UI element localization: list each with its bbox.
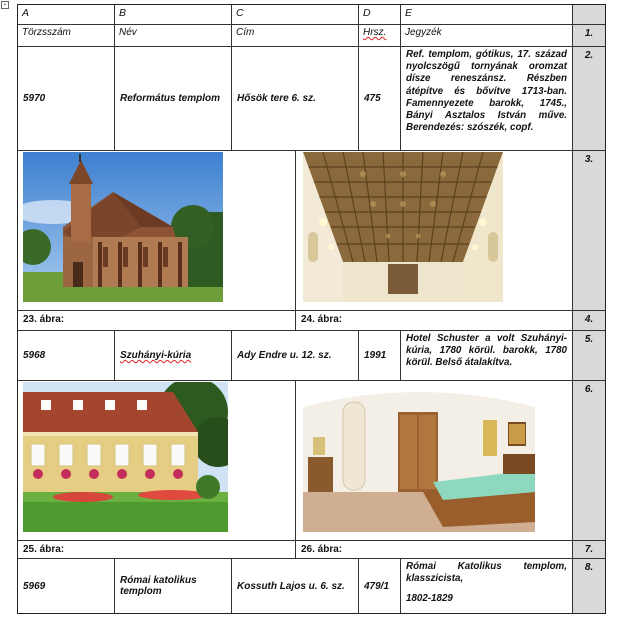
header-cim: Cím xyxy=(232,25,359,47)
column-letter-b: B xyxy=(115,5,232,25)
manor-exterior-photo xyxy=(23,382,228,532)
header-torzsszam: Törzsszám xyxy=(18,25,115,47)
entry-3-note-years: 1802-1829 xyxy=(406,593,453,605)
caption-25: 25. ábra: xyxy=(18,541,296,559)
row-number-header xyxy=(573,5,605,25)
row-number-4: 4. xyxy=(573,311,605,331)
church-exterior-photo xyxy=(23,152,223,302)
column-letter-c: C xyxy=(232,5,359,25)
column-letter-e: E xyxy=(401,5,573,25)
entry-3-note-cell xyxy=(401,559,573,613)
column-letter-d: D xyxy=(359,5,401,25)
caption-23: 23. ábra: xyxy=(18,311,296,331)
bedroom-interior-photo xyxy=(303,382,535,532)
header-nev: Név xyxy=(115,25,232,47)
caption-26: 26. ábra: xyxy=(296,541,573,559)
entry-1-note: Ref. templom, gótikus, 17. század nyolcszögű tornyának oromzat dísze reneszánsz. Részben átépítve és bővítve 1713-ban. Famennyezete barokk, 1745., Bányi Asztalos István műve. Berendezés: szószék, copf. xyxy=(401,47,573,151)
row-number-2: 2. xyxy=(573,47,605,151)
entry-3-address: Kossuth Lajos u. 6. sz. xyxy=(232,559,359,613)
entry-2-name xyxy=(115,331,232,381)
entry-2-id: 5968 xyxy=(18,331,115,381)
entry-3-note: Római Katolikus templom, klasszicista, xyxy=(406,561,567,585)
row-number-8: 8. xyxy=(573,559,605,613)
entry-1-hrsz: 475 xyxy=(359,47,401,151)
column-letter-a: A xyxy=(18,5,115,25)
header-hrsz xyxy=(359,25,401,47)
entry-1-id: 5970 xyxy=(18,47,115,151)
entry-2-note: Hotel Schuster a volt Szuhányi-kúria, 1780 körül. barokk, 1780 körül. Belső átalakítva. xyxy=(401,331,573,381)
entry-2-hrsz: 1991 xyxy=(359,331,401,381)
entry-1-address: Hősök tere 6. sz. xyxy=(232,47,359,151)
row-number-5: 5. xyxy=(573,331,605,381)
row-number-3: 3. xyxy=(573,151,605,311)
monument-register-table xyxy=(17,4,606,614)
entry-2-name-text: Szuhányi-kúria xyxy=(120,350,192,361)
row-number-6: 6. xyxy=(573,381,605,541)
caption-24: 24. ábra: xyxy=(296,311,573,331)
header-hrsz-text: Hrsz. xyxy=(363,27,387,38)
row-number-1: 1. xyxy=(573,25,605,47)
entry-3-hrsz: 479/1 xyxy=(359,559,401,613)
table-move-handle-icon[interactable]: + xyxy=(1,1,9,9)
entry-2-address: Ady Endre u. 12. sz. xyxy=(232,331,359,381)
entry-1-name: Református templom xyxy=(115,47,232,151)
entry-3-id: 5969 xyxy=(18,559,115,613)
church-ceiling-photo xyxy=(303,152,503,302)
header-jegyzek: Jegyzék xyxy=(401,25,573,47)
entry-3-name: Római katolikus templom xyxy=(115,559,232,613)
row-number-7: 7. xyxy=(573,541,605,559)
